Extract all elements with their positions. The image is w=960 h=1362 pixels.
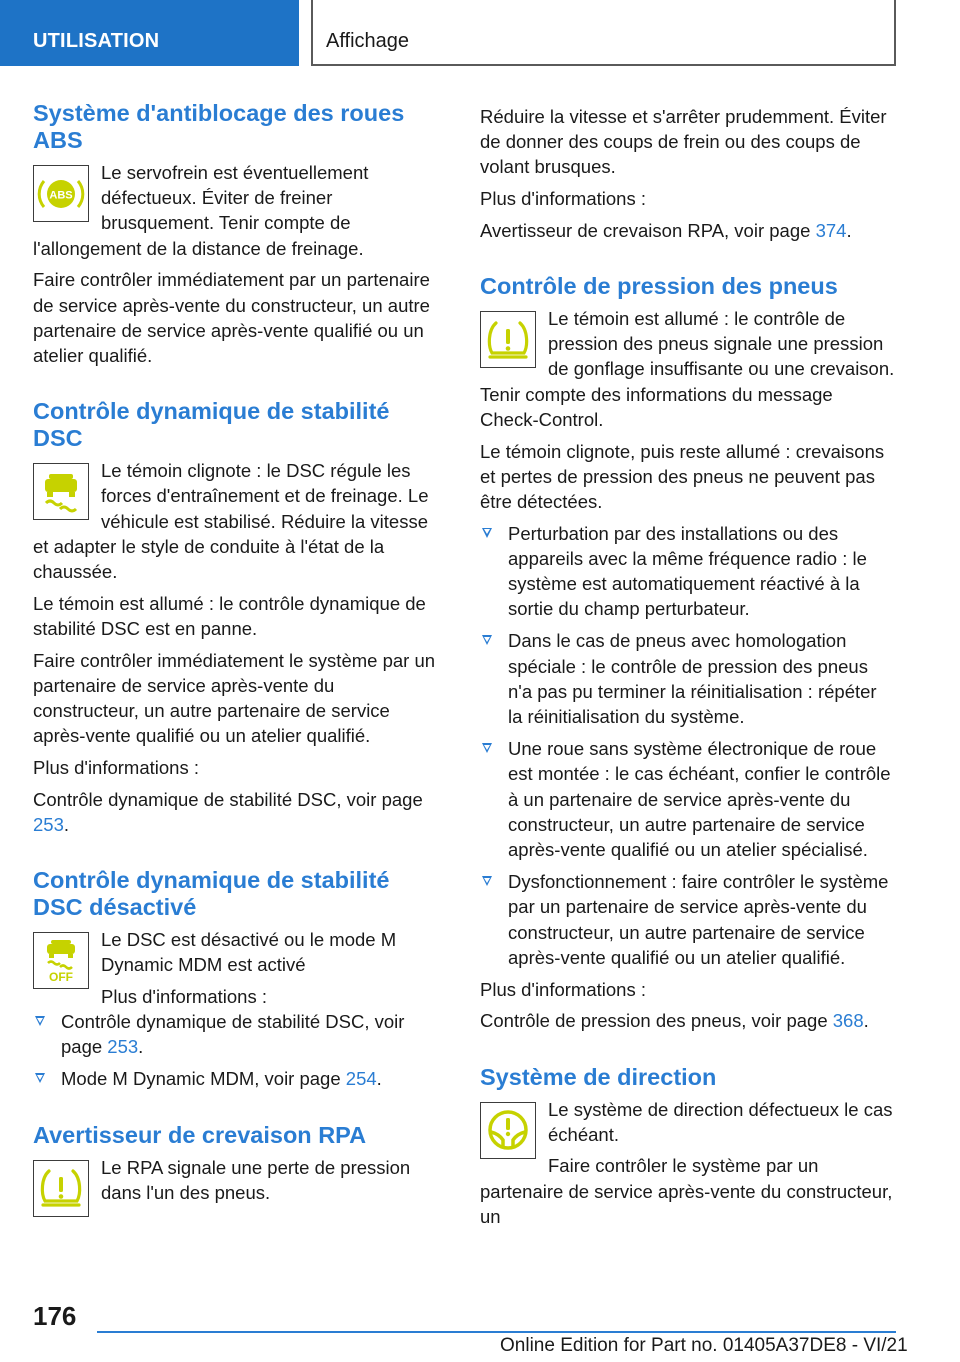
list-item-end: . xyxy=(138,1036,144,1058)
rpa-reference xyxy=(480,218,896,243)
steering-heading: Système de direction xyxy=(480,1063,717,1090)
page-number: 176 xyxy=(33,1301,77,1331)
rpa-section xyxy=(33,1155,443,1205)
tpm-reference-end: . xyxy=(863,1010,869,1032)
dsc-car-skid-icon xyxy=(33,463,89,520)
dsc-off-section xyxy=(33,927,443,1009)
abs-text-2: Faire contrôler immédiatement par un partenaire de service après-vente du constructeur, un autre partenaire de service après-vente qualifié ou un atelier qualifié. xyxy=(33,269,430,366)
page-link-368[interactable]: 368 xyxy=(832,1010,864,1032)
tire-pressure-warning-icon xyxy=(33,1160,89,1217)
bullet-triangle-icon xyxy=(35,1016,45,1026)
list-item xyxy=(480,736,896,862)
page-link-254[interactable]: 254 xyxy=(345,1068,377,1090)
steering-wheel-warning-icon xyxy=(480,1102,536,1159)
list-item-text: Dysfonctionnement : faire contrôler le système par un partenaire de service après-vente du constructeur, un autre partenaire de service après-vente qualifié ou un atelier qualifié. xyxy=(508,871,889,968)
tpm-heading: Contrôle de pression des pneus xyxy=(480,273,838,300)
section-label: UTILISATION xyxy=(33,30,160,52)
dsc-heading: Contrôle dynamique de stabilité DSC xyxy=(33,398,390,452)
dsc-off-icon-label: OFF xyxy=(49,970,73,984)
dsc-reference-end: . xyxy=(63,813,70,835)
rpa-heading: Avertisseur de crevaison RPA xyxy=(33,1121,367,1148)
tpm-reference xyxy=(480,1008,896,1033)
tpm-text-2: Le témoin clignote, puis reste allumé : crevaisons et pertes de pression des pneus ne peuvent pas être détectées. xyxy=(480,440,885,512)
steering-section xyxy=(480,1097,896,1230)
left-column xyxy=(33,100,443,1221)
list-item xyxy=(480,521,896,622)
dsc-text-2: Le témoin est allumé : le contrôle dynamique de stabilité DSC est en panne. xyxy=(33,592,426,639)
rpa-cont-more-label: Plus d'informations : xyxy=(480,188,646,210)
abs-icon-label: ABS xyxy=(49,189,73,201)
tpm-reference-text: Contrôle de pression des pneus, voir page xyxy=(480,1010,828,1032)
tpm-section xyxy=(480,306,896,432)
abs-section xyxy=(33,160,443,261)
footer-divider xyxy=(97,1331,896,1333)
list-item-text: Une roue sans système électronique de roue est montée : le cas échéant, confier le contrôle à un partenaire de service après-vente du constructeur, un autre partenaire de service après-vente qualifié ou un atelier spécialisé. xyxy=(508,738,891,861)
edition-note: Online Edition for Part no. 01405A37DE8 - VI/21 xyxy=(500,1335,908,1356)
list-item xyxy=(33,1066,443,1091)
tire-pressure-warning-icon xyxy=(480,311,536,368)
list-item xyxy=(480,628,896,729)
steering-text-2: Faire contrôler le système par un partenaire de service après-vente du constructeur, un xyxy=(480,1155,893,1227)
dsc-off-reference-list xyxy=(33,1009,443,1092)
dsc-off-text-1: Le DSC est désactivé ou le mode M Dynamic MDM est activé xyxy=(101,928,397,976)
list-item-text: Perturbation par des installations ou des appareils avec la même fréquence radio : le système est automatiquement réactivé à la sortie du champ perturbateur. xyxy=(508,522,867,620)
steering-text-1: Le système de direction défectueux le cas échéant. xyxy=(548,1098,893,1145)
rpa-reference-text: Avertisseur de crevaison RPA, voir page xyxy=(480,219,811,241)
right-column xyxy=(480,104,896,1229)
list-item xyxy=(480,869,896,970)
rpa-cont-text-1: Réduire la vitesse et s'arrêter prudemment. Éviter de donner des coups de frein ou des coups de volant brusques. xyxy=(480,106,887,178)
abs-warning-icon xyxy=(33,165,89,222)
tpm-bullet-list xyxy=(480,521,896,970)
page-title: Affichage xyxy=(326,30,410,52)
list-item-text: Dans le cas de pneus avec homologation spéciale : le contrôle de pression des pneus n'a pas pu terminer la réinitialisation : répéter la réinitialisation du système. xyxy=(508,630,877,728)
list-item xyxy=(33,1009,443,1059)
list-item-text: Contrôle dynamique de stabilité DSC, voir page xyxy=(61,1011,405,1058)
bullet-triangle-icon xyxy=(35,1073,45,1083)
dsc-off-icon xyxy=(33,932,89,989)
page-link-374[interactable]: 374 xyxy=(815,219,847,241)
bullet-triangle-icon xyxy=(482,876,492,886)
tpm-more-label: Plus d'informations : xyxy=(480,978,646,1000)
abs-text-1: Le servofrein est éventuellement défectueux. Éviter de freiner brusquement. Tenir compte de l'allongement de la distance de freinage. xyxy=(33,162,369,259)
dsc-section xyxy=(33,458,443,584)
dsc-off-more-label: Plus d'informations : xyxy=(101,985,267,1007)
rpa-text-1: Le RPA signale une perte de pression dans l'un des pneus. xyxy=(101,1156,411,1203)
dsc-text-3: Faire contrôler immédiatement le système par un partenaire de service après-vente du constructeur, un autre partenaire de service après-vente qualifié ou un atelier qualifié. xyxy=(33,649,436,747)
list-item-text: Mode M Dynamic MDM, voir page xyxy=(61,1068,341,1090)
page-link-253[interactable]: 253 xyxy=(107,1036,139,1058)
rpa-reference-end: . xyxy=(846,219,852,241)
dsc-off-heading: Contrôle dynamique de stabilité DSC désactivé xyxy=(33,866,390,920)
page-header xyxy=(0,0,960,66)
list-item-end: . xyxy=(376,1068,382,1090)
tpm-text-1: Le témoin est allumé : le contrôle de pression des pneus signale une pression de gonflage insuffisante ou une crevaison. Tenir compte des informations du message Check-Control. xyxy=(480,308,895,430)
bullet-triangle-icon xyxy=(482,528,492,538)
dsc-more-label: Plus d'informations : xyxy=(33,756,199,778)
bullet-triangle-icon xyxy=(482,743,492,753)
dsc-reference xyxy=(33,787,443,837)
dsc-text-1: Le témoin clignote : le DSC régule les forces d'entraînement et de freinage. Le véhicule est stabilisé. Réduire la vitesse et adapter le style de conduite à l'état de la chaussée. xyxy=(33,460,429,582)
page-link-253[interactable]: 253 xyxy=(33,813,64,835)
dsc-reference-text: Contrôle dynamique de stabilité DSC, voir page xyxy=(33,788,423,810)
bullet-triangle-icon xyxy=(482,635,492,645)
abs-heading: Système d'antiblocage des roues ABS xyxy=(33,100,405,153)
